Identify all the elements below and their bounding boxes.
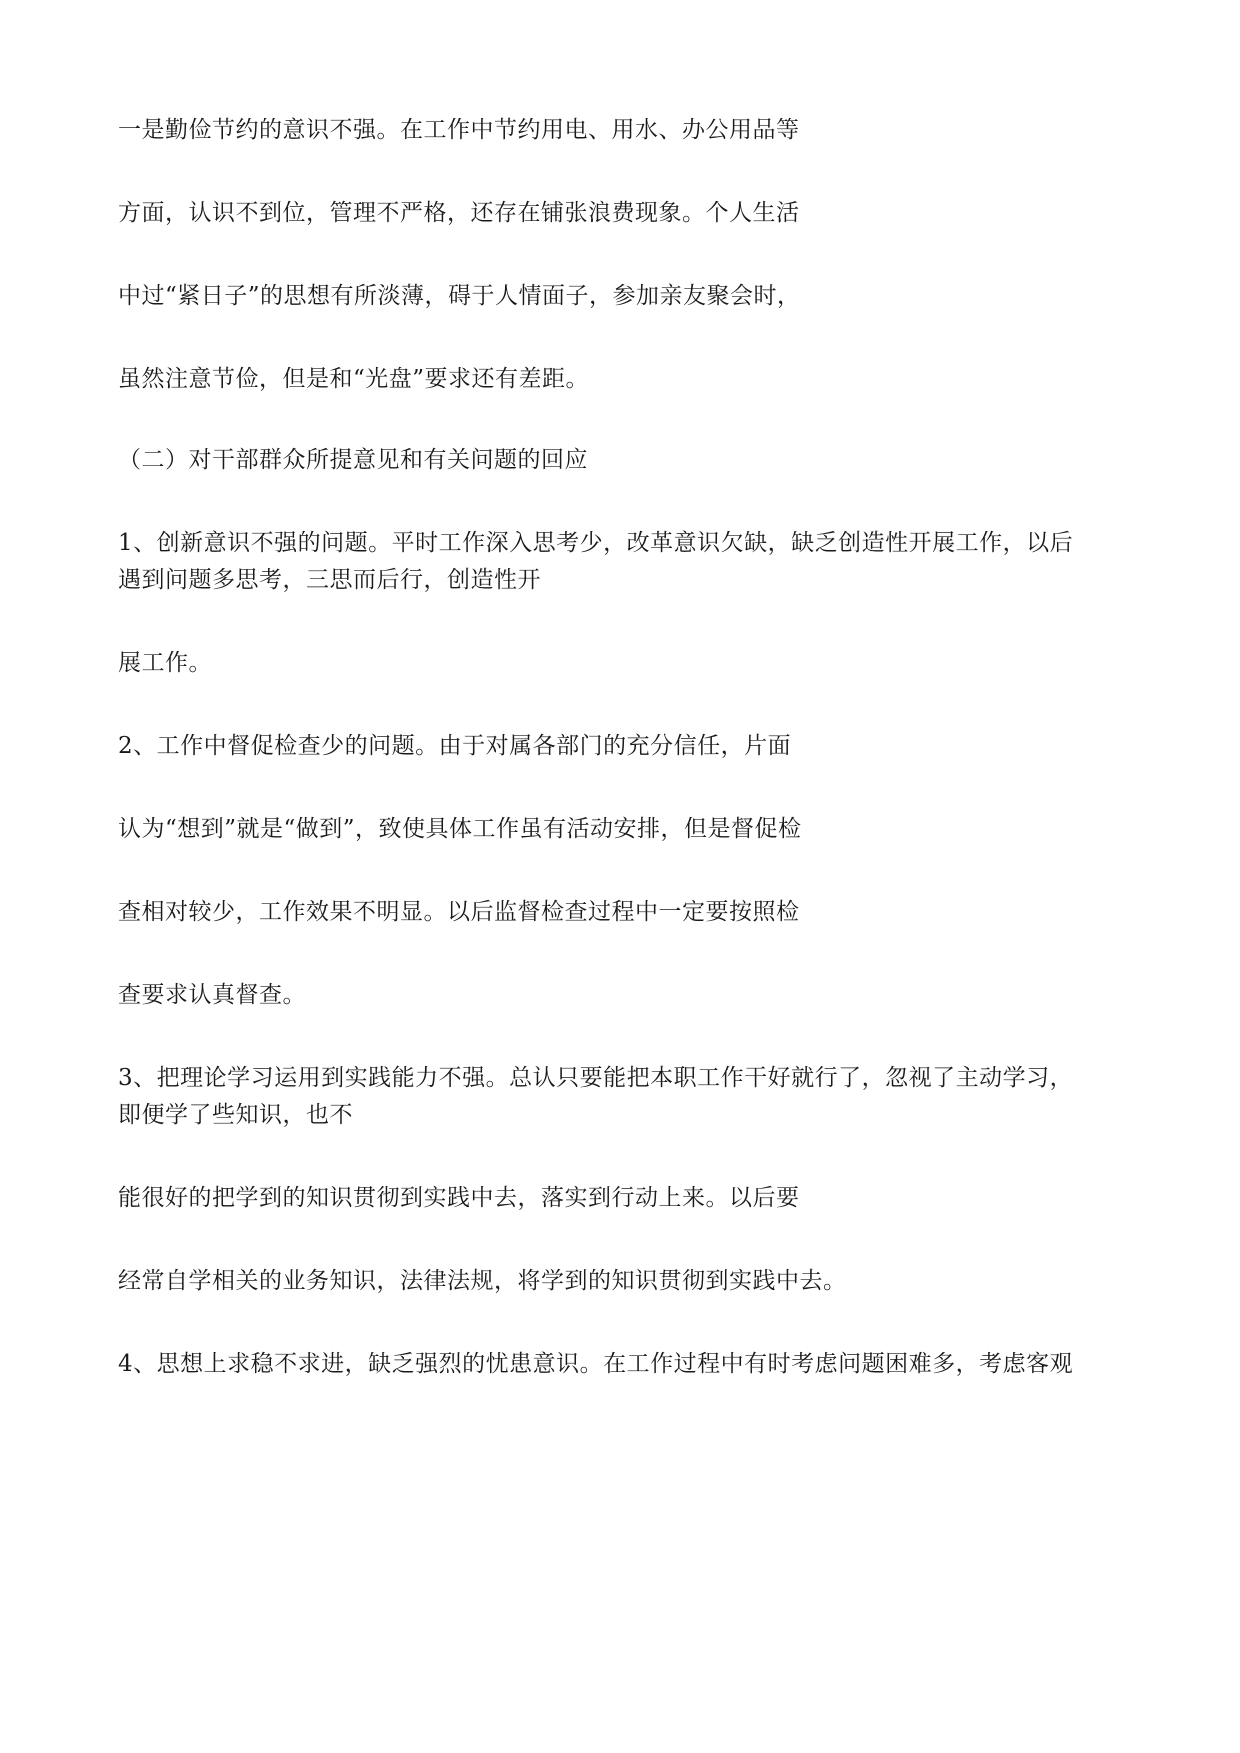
section-heading: （二）对干部群众所提意见和有关问题的回应 xyxy=(118,447,588,473)
text-line: 一是勤俭节约的意识不强。在工作中节约用电、用水、办公用品等 xyxy=(118,117,800,143)
text-line: 遇到问题多思考，三思而后行，创造性开 xyxy=(118,567,541,593)
text-line: 2、工作中督促检查少的问题。由于对属各部门的充分信任，片面 xyxy=(118,733,792,759)
text-line: 1、创新意识不强的问题。平时工作深入思考少，改革意识欠缺，缺乏创造性开展工作，以后 xyxy=(118,530,1074,556)
text-line: 经常自学相关的业务知识，法律法规，将学到的知识贯彻到实践中去。 xyxy=(118,1268,847,1294)
text-line: 中过“紧日子”的思想有所淡薄，碍于人情面子，参加亲友聚会时， xyxy=(118,283,801,309)
text-line: 3、把理论学习运用到实践能力不强。总认只要能把本职工作干好就行了，忽视了主动学习， xyxy=(118,1065,1074,1091)
text-line: 查相对较少，工作效果不明显。以后监督检查过程中一定要按照检 xyxy=(118,899,800,925)
text-line: 4、思想上求稳不求进，缺乏强烈的忧患意识。在工作过程中有时考虑问题困难多，考虑客观 xyxy=(118,1351,1074,1377)
text-line: 方面，认识不到位，管理不严格，还存在铺张浪费现象。个人生活 xyxy=(118,200,800,226)
text-line: 即便学了些知识，也不 xyxy=(118,1102,353,1128)
text-line: 展工作。 xyxy=(118,650,212,676)
text-line: 能很好的把学到的知识贯彻到实践中去，落实到行动上来。以后要 xyxy=(118,1185,800,1211)
text-line: 查要求认真督查。 xyxy=(118,982,306,1008)
text-line: 虽然注意节俭，但是和“光盘”要求还有差距。 xyxy=(118,366,590,392)
text-line: 认为“想到”就是“做到”，致使具体工作虽有活动安排，但是督促检 xyxy=(118,816,802,842)
